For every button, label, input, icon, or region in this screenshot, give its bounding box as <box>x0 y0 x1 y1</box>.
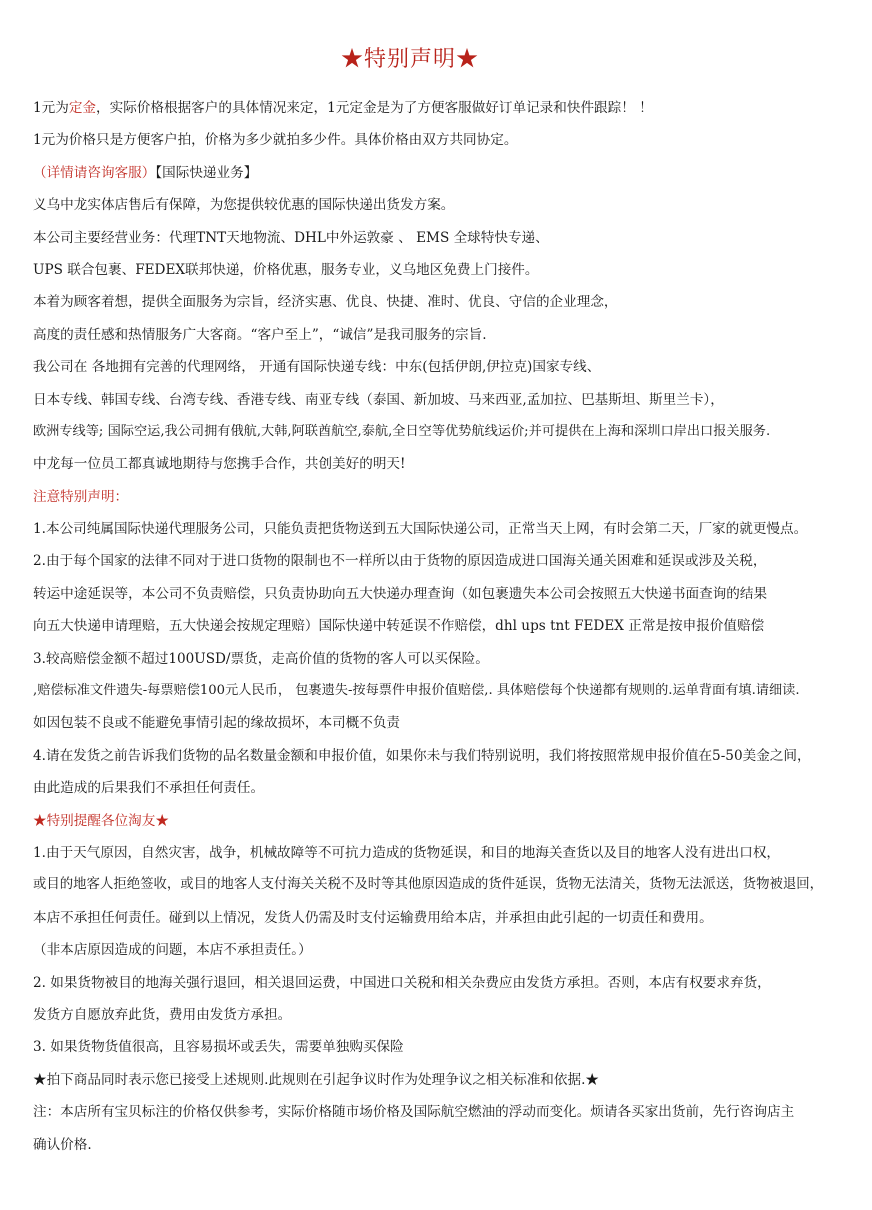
reminder-line: 或目的地客人拒绝签收，或目的地客人支付海关关税不及时等其他原因造成的货件延误，货物无法清关，货物无法派送，货物被退回， <box>33 877 824 893</box>
consult-note: （详情请咨询客服） <box>33 164 156 181</box>
notice-line: ,赔偿标准文件遗失-每票赔偿100元人民币， 包裹遗失-按每票件申报价值赔偿,. 具体赔偿每个快递都有规则的.运单背面有填.请细读. <box>33 683 800 699</box>
notice-line: 由此造成的后果我们不承担任何责任。 <box>33 780 265 797</box>
reminder-header: ★特别提醒各位淘友★ <box>33 812 169 829</box>
company-line: 本公司主要经营业务：代理TNT天地物流、DHL中外运敦豪 、 EMS 全球特快专递、 <box>33 229 549 246</box>
business-header: 【国际快递业务】 <box>155 164 258 181</box>
company-line: 欧洲专线等; 国际空运,我公司拥有俄航,大韩,阿联酋航空,泰航,全日空等优势航线运价;并可提供在上海和深圳口岸出口报关服务. <box>33 423 771 439</box>
notice-header: 注意特别声明： <box>33 488 129 505</box>
reminder-line: ★拍下商品同时表示您已接受上述规则.此规则在引起争议时作为处理争议之相关标准和依据.★ <box>33 1071 599 1088</box>
notice-line: 转运中途延误等，本公司不负责赔偿，只负责协助向五大快递办理查询（如包裹遗失本公司会按照五大快递书面查询的结果 <box>33 585 768 602</box>
reminder-line: 3. 如果货物货值很高，且容易损坏或丢失，需要单独购买保险 <box>33 1039 404 1056</box>
notice-line: 1.本公司纯属国际快递代理服务公司，只能负责把货物送到五大国际快递公司，正常当天上网，有时会第二天，厂家的就更慢点。 <box>33 521 808 538</box>
deposit-prefix: 1元为 <box>33 100 69 116</box>
company-line: 高度的责任感和热情服务广大客商。“客户至上”，“诚信”是我司服务的宗旨. <box>33 326 487 343</box>
reminder-line: 注：本店所有宝贝标注的价格仅供参考，实际价格随市场价格及国际航空燃油的浮动而变化。烦请各买家出货前，先行咨询店主 <box>33 1104 795 1121</box>
reminder-line: 本店不承担任何责任。碰到以上情况，发货人仍需及时支付运输费用给本店，并承担由此引起的一切责任和费用。 <box>33 909 713 926</box>
notice-line: 3.较高赔偿金额不超过100USD/票货，走高价值的货物的客人可以买保险。 <box>33 650 489 667</box>
notice-body <box>33 92 863 1161</box>
company-line: 日本专线、韩国专线、台湾专线、香港专线、南亚专线（泰国、新加坡、马来西亚,孟加拉、巴基斯坦、斯里兰卡）， <box>33 391 724 408</box>
company-line: 义乌中龙实体店售后有保障，为您提供较优惠的国际快递出货发方案。 <box>33 197 455 214</box>
consult-line <box>33 157 863 189</box>
notice-line: 向五大快递申请理赔，五大快递会按规定理赔）国际快递中转延误不作赔偿，dhl ups tnt FEDEX 正常是按申报价值赔偿 <box>33 618 765 635</box>
company-line: UPS 联合包裹、FEDEX联邦快递，价格优惠，服务专业，义乌地区免费上门接件。 <box>33 261 539 278</box>
deposit-suffix: ，实际价格根据客户的具体情况来定，1元定金是为了方便客服做好订单记录和快件跟踪！ ！ <box>96 100 653 116</box>
notice-line: 如因包装不良或不能避免事情引起的缘故损坏，本司概不负责 <box>33 715 401 732</box>
price-line: 1元为价格只是方便客户拍，价格为多少就拍多少件。具体价格由双方共同协定。 <box>33 132 518 149</box>
deposit-line <box>33 92 863 124</box>
page-title: ★特别声明★ <box>340 47 479 72</box>
reminder-line: 2. 如果货物被目的地海关强行退回，相关退回运费，中国进口关税和相关杂费应由发货方承担。否则，本店有权要求弃货， <box>33 974 771 991</box>
reminder-line: 1.由于天气原因，自然灾害，战争，机械故障等不可抗力造成的货物延误，和目的地海关查货以及目的地客人没有进出口权， <box>33 844 781 861</box>
reminder-line: 发货方自愿放弃此货，费用由发货方承担。 <box>33 1006 292 1023</box>
company-line: 我公司在 各地拥有完善的代理网络， 开通有国际快递专线：中东(包括伊朗,伊拉克)国家专线、 <box>33 359 601 376</box>
notice-line: 2.由于每个国家的法律不同对于进口货物的限制也不一样所以由于货物的原因造成进口国海关通关困难和延误或涉及关税， <box>33 553 767 570</box>
notice-line: 4.请在发货之前告诉我们货物的品名数量金额和申报价值，如果你未与我们特别说明，我们将按照常规申报价值在5-50美金之间， <box>33 747 811 764</box>
reminder-line: 确认价格. <box>33 1136 92 1153</box>
company-line: 本着为顾客着想，提供全面服务为宗旨，经济实惠、优良、快捷、准时、优良、守信的企业理念， <box>33 294 618 311</box>
reminder-line: （非本店原因造成的问题，本店不承担责任。） <box>33 942 312 959</box>
company-line: 中龙每一位员工都真诚地期待与您携手合作，共创美好的明天! <box>33 456 406 473</box>
deposit-highlight: 定金 <box>68 100 97 116</box>
